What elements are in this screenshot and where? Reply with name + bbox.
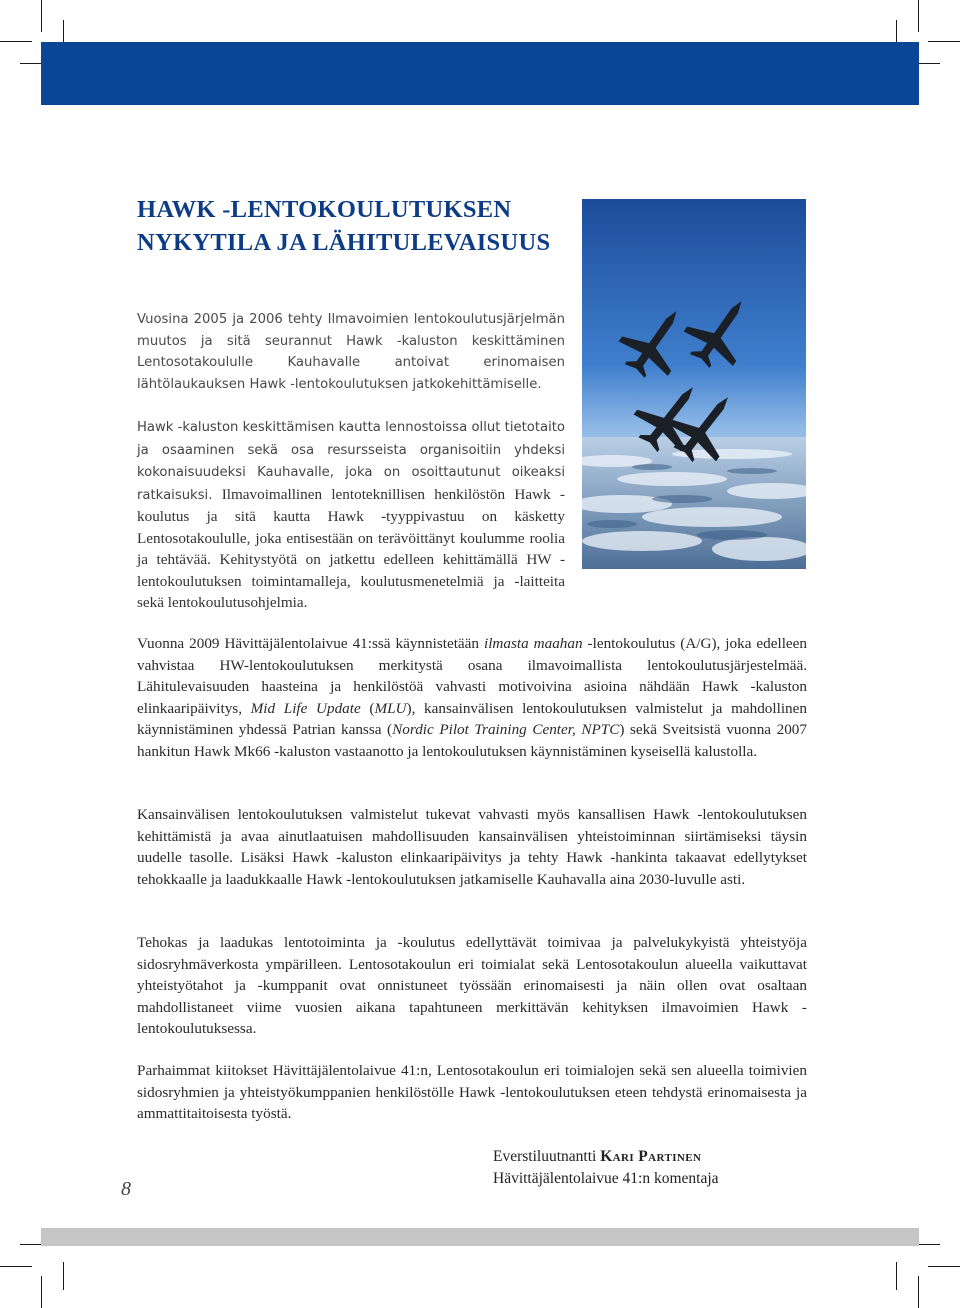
emphasis: Nordic Pilot Training Center, NPTC [392,721,620,738]
paragraph-2-part-1: Hawk -kaluston keskittämisen kautta lennostoissa ollut tietotaito ja osaaminen sekä osa resursseista organisoitiin yhdeksi kokonaisuudeksi Kauhavalle, joka on osoittautunut oikeaksi ratkaisuksi. [137,420,565,503]
paragraph-2 [137,416,565,614]
intro-paragraph: Vuosina 2005 ja 2006 tehty Ilmavoimien lentokoulutusjärjelmän muutos ja sitä seurannut Hawk -kaluston keskittäminen Lentosotakoululle Kauhavalle antoivat erinomaisen lähtölaukauksen Hawk -lentokoulutuksen jatkokehittämiselle. [137,312,565,392]
crop-mark [41,0,42,32]
signature-line-1 [493,1146,719,1168]
text: -lentokoulutus (A/G), joka edelleen vahvistaa HW-lentokoulutuksen merkitystä osana ilmavoimallista lentokoulutusjärjestelmää. Lähitulevaisuuden haasteina ja henkilöstöä vahvasti motivoivina asioina nähdään Hawk -kaluston elinkaaripäivitys, [137,635,807,717]
title-line-2: NYKYTILA JA LÄHITULEVAISUUS [137,229,551,256]
crop-mark [918,0,919,32]
crop-mark [41,1276,42,1308]
crop-mark [896,1262,897,1290]
text: ), kansainvälisen lentokoulutuksen valmistelut ja mahdollinen käynnistäminen yhdessä Patrian kanssa ( [137,699,807,738]
crop-mark [63,1262,64,1290]
signature-role: Hävittäjälentolaivue 41:n komentaja [493,1170,719,1187]
text: Vuonna 2009 Hävittäjälentolaivue 41:ssä käynnistetään [137,635,484,652]
emphasis: ilmasta maahan [483,635,583,652]
emphasis: Mid Life Update [250,699,361,717]
title-line-1: HAWK -LENTOKOULUTUKSEN [137,196,512,223]
footer-band [41,1228,919,1246]
paragraph-5: Tehokas ja laadukas lentotoiminta ja -koulutus edellyttävät toimivaa ja palvelukykyistä yhteistyöja sidosryhmäverkosta ympärilleen. Lentosotakoulun eri toimialat sekä Lentosotakoulun alueella vaikuttavat yhteistyötahot ja -kumppanit ovat onnistuneet työssään erinomaisesti ja näin ollen ovat osaltaan mahdollistaneet viime vuosien aikana tapahtuneen merkittävän kehityksen ilmavoimien Hawk -lentokoulutuksessa. [137,934,807,1037]
crop-mark [0,1266,32,1267]
paragraph-2-part-2: Ilmavoimallinen lentoteknillisen henkilöstön Hawk -koulutus ja sitä kautta Hawk -tyyppivastuu on käsketty Lentosotakoululle, joka entisestään on terävöittänyt koulumme roolia ja tehtävää. Kehitystyötä on jatkettu edelleen kehittämällä HW -lentokoulutuksen toimintamalleja, koulutusmenetelmiä ja -laitteita sekä lentokoulutusohjelmia. [137,485,565,611]
signature-rank: Everstiluutnantti [493,1148,601,1165]
text: ( [360,699,375,717]
crop-mark [928,1266,960,1267]
emphasis: MLU [374,699,407,717]
paragraph-4: Kansainvälisen lentokoulutuksen valmistelut tukevat vahvasti myös kansallisen Hawk -lentokoulutuksen kehittämistä ja avaa ainutlaatuisen mahdollisuuden kansainvälisen yhteistoiminnan siirtämiseksi täysin uudelle tasolle. Lisäksi Hawk -kaluston elinkaaripäivitys ja tehty Hawk -hankinta takaavat edellytykset tehokkaalle ja laadukkaalle Hawk -lentokoulutuksen jatkamiselle Kauhavalla aina 2030-luvulle asti. [137,806,807,888]
hawk-jets-photo [582,199,806,569]
paragraph-3 [137,633,807,762]
header-band [41,42,919,105]
text: ) sekä Sveitsistä vuonna 2007 hankitun Hawk Mk66 -kaluston vastaanotto ja lentokoulutuksen käynnistäminen kyseisellä kalustolla. [137,721,807,760]
signature [493,1146,719,1190]
crop-mark [918,1276,919,1308]
paragraph-6: Parhaimmat kiitokset Hävittäjälentolaivue 41:n, Lentosotakoulun eri toimialojen sekä sen alueella toimivien sidosryhmien ja yhteistyökumppanien henkilöstölle Hawk -lentokoulutuksen eteen tehdystä erinomaisesta ja ammattitaitoisesta työstä. [137,1062,807,1122]
signature-name: Kari Partinen [600,1148,702,1165]
page-number: 8 [121,1178,131,1200]
crop-mark [928,41,960,42]
crop-mark [0,41,32,42]
page-title [137,193,577,259]
